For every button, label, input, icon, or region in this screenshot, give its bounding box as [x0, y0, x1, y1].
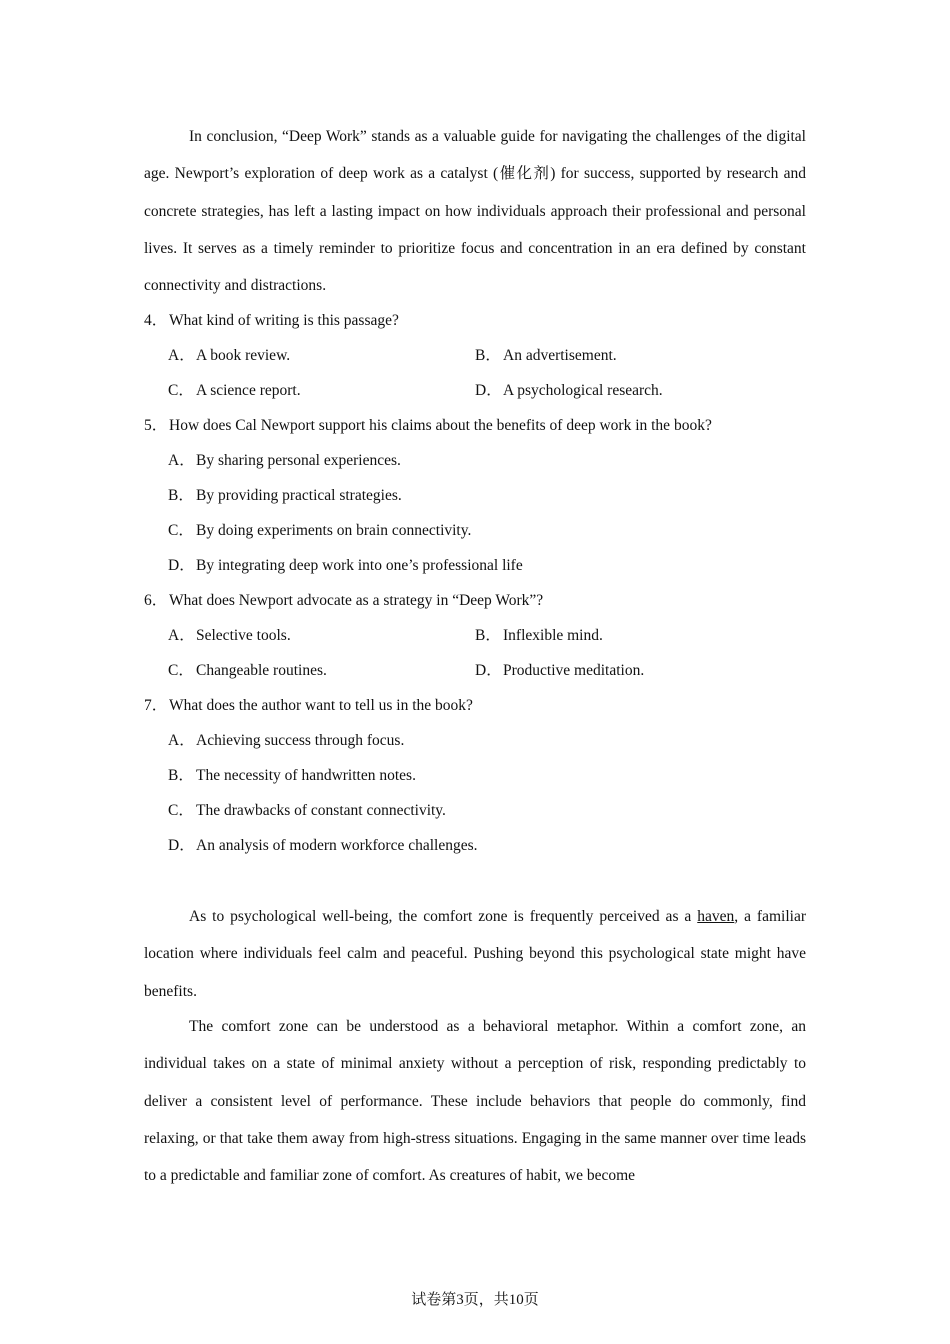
question-number: 5．	[144, 417, 168, 434]
option-7b[interactable]: B． The necessity of handwritten notes.	[168, 767, 416, 784]
question-7	[144, 696, 473, 716]
option-6d[interactable]: D．Productive meditation.	[475, 662, 645, 679]
option-6c[interactable]: C． Changeable routines.	[168, 662, 327, 679]
question-number: 6．	[144, 592, 168, 609]
option-4a[interactable]: A．A book review.	[168, 347, 291, 364]
question-5	[144, 416, 712, 436]
option-7a[interactable]: A．Achieving success through focus.	[168, 732, 405, 749]
comfort-zone-metaphor-paragraph: The comfort zone can be understood as a behavioral metaphor. Within a comfort zone, an individual takes on a state of minimal anxiety without a perception of risk, responding predictably to deliver a consistent level of performance. These include behaviors that people do commonly, find relaxing, or that take them away from high-stress situations. Engaging in the same manner over time leads to a predictable and familiar zone of comfort. As creatures of habit, we become	[144, 1018, 806, 1185]
option-7d[interactable]: D．An analysis of modern workforce challenges.	[168, 837, 478, 854]
option-4c[interactable]: C． A science report.	[168, 382, 301, 399]
underlined-word-haven: haven	[697, 908, 735, 925]
question-4	[144, 311, 399, 331]
option-5d[interactable]: D．By integrating deep work into one’s professional life	[168, 557, 523, 574]
option-4d[interactable]: D．A psychological research.	[475, 382, 663, 399]
option-5a[interactable]: A．By sharing personal experiences.	[168, 452, 401, 469]
option-6a[interactable]: A．Selective tools.	[168, 627, 291, 644]
option-6b[interactable]: B． Inflexible mind.	[475, 627, 603, 644]
question-text: What does the author want to tell us in the book?	[169, 697, 473, 714]
question-text: What kind of writing is this passage?	[169, 312, 399, 329]
comfort-zone-intro-paragraph: As to psychological well-being, the comfort zone is frequently perceived as a haven, a familiar location where individuals feel calm and peaceful. Pushing beyond this psychological state might have benefits.	[144, 908, 806, 1000]
question-number: 7．	[144, 697, 168, 714]
question-number: 4．	[144, 312, 168, 329]
option-4b[interactable]: B． An advertisement.	[475, 347, 617, 364]
question-text: How does Cal Newport support his claims about the benefits of deep work in the book?	[169, 417, 712, 434]
option-5b[interactable]: B． By providing practical strategies.	[168, 487, 402, 504]
question-text: What does Newport advocate as a strategy in “Deep Work”?	[169, 592, 544, 609]
passage-conclusion-paragraph: In conclusion, “Deep Work” stands as a valuable guide for navigating the challenges of the digital age. Newport’s exploration of deep work as a catalyst (催化剂) for success, supported by research and concrete strategies, has left a lasting impact on how individuals approach their professional and personal lives. It serves as a timely reminder to prioritize focus and concentration in an era defined by constant connectivity and distractions.	[144, 128, 806, 295]
page-footer: 试卷第3页，共10页	[411, 1292, 539, 1308]
option-5c[interactable]: C． By doing experiments on brain connectivity.	[168, 522, 472, 539]
question-6	[144, 591, 543, 611]
option-7c[interactable]: C． The drawbacks of constant connectivity.	[168, 802, 446, 819]
